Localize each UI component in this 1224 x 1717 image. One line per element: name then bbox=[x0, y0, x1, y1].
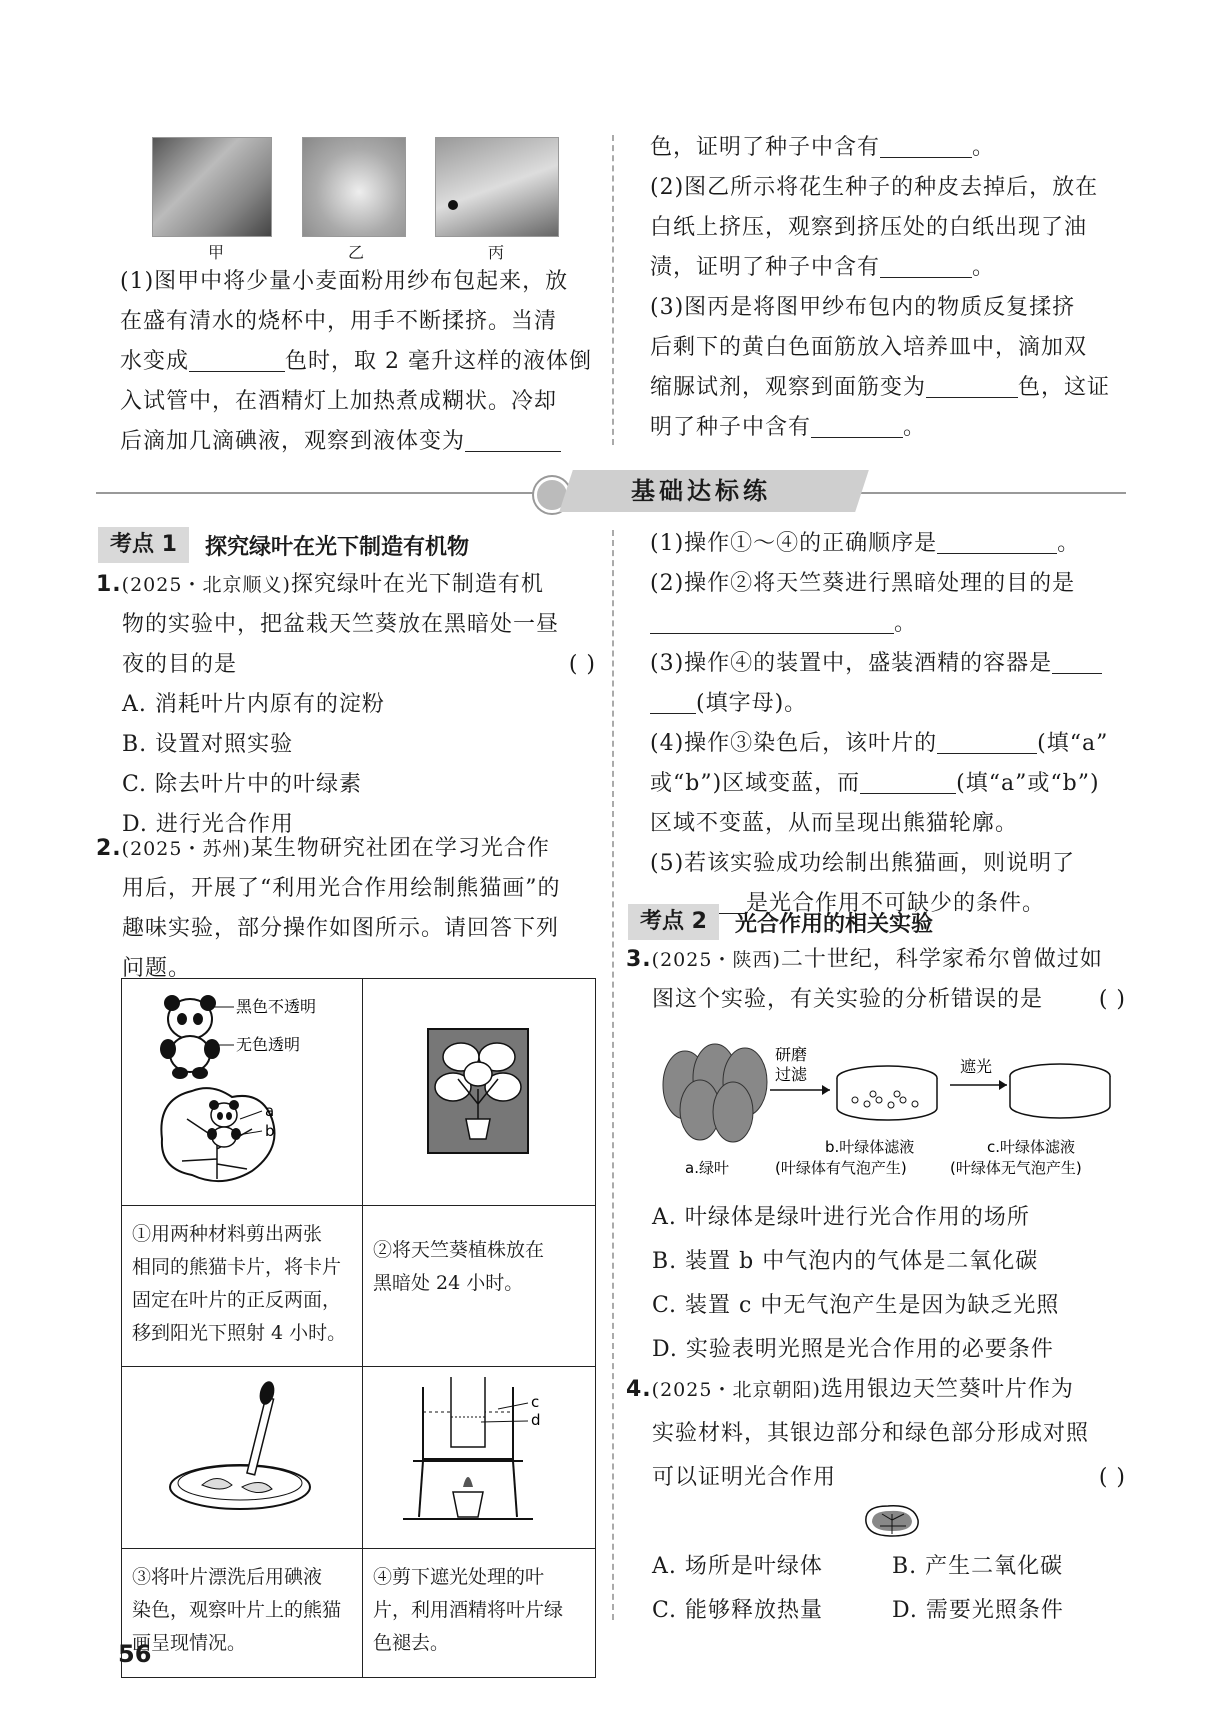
step-3-cell: ③将叶片漂洗后用碘液 染色，观察叶片上的熊猫 画呈现情况。 bbox=[122, 1549, 363, 1678]
variegated-leaf-icon bbox=[860, 1500, 924, 1540]
panda-card-figure-cell bbox=[122, 979, 363, 1206]
question-1: 1.(2025・北京顺义)探究绿叶在光下制造有机 物的实验中，把盆栽天竺葵放在黑暗处一昼 夜的目的是 ( ) A. 消耗叶片内原有的淀粉 B. 设置对照实验 C. 除去叶片中的叶绿素 D. 进行光合作用 bbox=[96, 565, 596, 845]
question-2-subparts: (1)操作①～④的正确顺序是 。 (2)操作②将天竺葵进行黑暗处理的目的是 。 (3)操作④的装置中，盛装酒精的容器是 (填字母)。 (4)操作③染色后，该叶片的 (填“a” 或“b”)区域变蓝，而 (填“a”或“b”) 区域不变蓝，从而呈现出熊猫轮廓。 (5)若该实验成功绘制出熊猫画，则说明了 是光合作用不可缺少的条件。 bbox=[650, 524, 1130, 924]
label-clear-transparent: 无色透明 bbox=[236, 1035, 301, 1054]
photo-jia bbox=[152, 137, 272, 237]
page-number: 56 bbox=[118, 1640, 152, 1668]
section-banner bbox=[96, 470, 1126, 516]
step-2-cell: ②将天竺葵植株放在 黑暗处 24 小时。 bbox=[363, 1206, 596, 1367]
answer-paren[interactable]: ( ) bbox=[1098, 1465, 1126, 1490]
caption-bing: 丙 bbox=[488, 243, 505, 262]
q4-option-a[interactable]: A. 场所是叶绿体 bbox=[652, 1554, 823, 1579]
label-shade: 遮光 bbox=[960, 1057, 993, 1076]
banner-title: 基础达标练 bbox=[631, 477, 771, 505]
photo-bing bbox=[435, 137, 559, 237]
column-divider bbox=[612, 135, 614, 445]
answer-blank[interactable] bbox=[650, 687, 696, 714]
q1-option-c[interactable]: C. 除去叶片中的叶绿素 bbox=[122, 772, 363, 797]
alcohol-bath-figure-cell bbox=[363, 1367, 596, 1549]
plant-in-dark-figure bbox=[363, 979, 593, 1194]
iodine-dropper-figure bbox=[122, 1367, 362, 1537]
photo-yi bbox=[302, 137, 406, 237]
q3-option-a[interactable]: A. 叶绿体是绿叶进行光合作用的场所 bbox=[652, 1205, 1030, 1230]
top-right-text: 色，证明了种子中含有 。 (2)图乙所示将花生种子的种皮去掉后，放在 白纸上挤压，观察到挤压处的白纸出现了油 渍，证明了种子中含有 。 (3)图丙是将图甲纱布包内的物质反复揉挤 后剩下的黄白色面筋放入培养皿中，滴加双 缩脲试剂，观察到面筋变为 色，这证 明了种子中含有 。 bbox=[650, 128, 1130, 448]
answer-blank[interactable] bbox=[860, 767, 956, 794]
step-1-cell: ①用两种材料剪出两张 相同的熊猫卡片，将卡片 固定在叶片的正反两面， 移到阳光下照射 4 小时。 bbox=[122, 1206, 363, 1367]
label-filter: 过滤 bbox=[775, 1065, 808, 1084]
label-d: d bbox=[531, 1411, 541, 1429]
question-4: 4.(2025・北京朝阳)选用银边天竺葵叶片作为 实验材料，其银边部分和绿色部分形成对照 可以证明光合作用 ( ) bbox=[626, 1368, 1126, 1500]
label-c-filtrate: c.叶绿体滤液 bbox=[987, 1138, 1076, 1156]
q3-option-b[interactable]: B. 装置 b 中气泡内的气体是二氧化碳 bbox=[652, 1249, 1039, 1274]
question-3-stem: 3.(2025・陕西)二十世纪，科学家希尔曾做过如 图这个实验，有关实验的分析错误的是 ( ) bbox=[626, 940, 1126, 1020]
label-c-no-bubbles: (叶绿体无气泡产生) bbox=[950, 1159, 1082, 1177]
q4-option-d[interactable]: D. 需要光照条件 bbox=[892, 1598, 1064, 1623]
q1-option-b[interactable]: B. 设置对照实验 bbox=[122, 732, 294, 757]
label-a: a bbox=[265, 1102, 275, 1120]
answer-blank[interactable] bbox=[926, 371, 1018, 398]
answer-blank[interactable] bbox=[1052, 647, 1102, 674]
panda-leaf-figure bbox=[122, 979, 362, 1194]
q4-option-b[interactable]: B. 产生二氧化碳 bbox=[892, 1554, 1064, 1579]
question-4-options bbox=[652, 1545, 1132, 1633]
label-green-leaf: a.绿叶 bbox=[685, 1159, 729, 1177]
step-4-cell: ④剪下遮光处理的叶 片，利用酒精将叶片绿 色褪去。 bbox=[363, 1549, 596, 1678]
kaodian-1-heading: 考点 1 探究绿叶在光下制造有机物 bbox=[98, 527, 469, 563]
answer-blank[interactable] bbox=[465, 425, 561, 452]
label-grind: 研磨 bbox=[775, 1045, 808, 1064]
iodine-dish-figure-cell bbox=[122, 1367, 363, 1549]
answer-blank[interactable] bbox=[650, 607, 894, 634]
column-divider bbox=[612, 530, 614, 1620]
answer-blank[interactable] bbox=[811, 411, 903, 438]
answer-blank[interactable] bbox=[189, 345, 285, 372]
water-bath-figure bbox=[363, 1367, 593, 1537]
caption-jia: 甲 bbox=[208, 243, 225, 262]
answer-paren[interactable]: ( ) bbox=[1098, 987, 1126, 1012]
hill-experiment-figure bbox=[655, 1030, 1125, 1190]
label-b-bubbles: (叶绿体有气泡产生) bbox=[775, 1159, 907, 1177]
answer-blank[interactable] bbox=[880, 251, 972, 278]
q3-option-c[interactable]: C. 装置 c 中无气泡产生是因为缺乏光照 bbox=[652, 1293, 1060, 1318]
answer-blank[interactable] bbox=[937, 527, 1057, 554]
label-b-filtrate: b.叶绿体滤液 bbox=[825, 1138, 915, 1156]
q1-option-a[interactable]: A. 消耗叶片内原有的淀粉 bbox=[122, 692, 385, 717]
answer-paren[interactable]: ( ) bbox=[568, 652, 596, 677]
q1-option-d[interactable]: D. 进行光合作用 bbox=[122, 812, 294, 837]
label-b: b bbox=[265, 1122, 275, 1140]
question-2-stem: 2.(2025・苏州)某生物研究社团在学习光合作 用后，开展了“利用光合作用绘制熊猫画”的 趣味实验，部分操作如图所示。请回答下列 问题。 bbox=[96, 836, 561, 981]
answer-blank[interactable] bbox=[880, 131, 972, 158]
label-c: c bbox=[531, 1393, 540, 1411]
kaodian-2-heading: 考点 2 光合作用的相关实验 bbox=[628, 904, 933, 940]
top-left-text: (1)图甲中将少量小麦面粉用纱布包起来，放 在盛有清水的烧杯中，用手不断揉挤。当清 水变成 色时，取 2 毫升这样的液体倒 入试管中，在酒精灯上加热煮成糊状。冷却 后滴加几滴碘液，观察到液体变为 bbox=[120, 269, 592, 454]
q3-option-d[interactable]: D. 实验表明光照是光合作用的必要条件 bbox=[652, 1337, 1054, 1362]
answer-blank[interactable] bbox=[937, 727, 1037, 754]
caption-yi: 乙 bbox=[348, 243, 365, 262]
q2-figure-table bbox=[121, 978, 596, 1678]
q4-option-c[interactable]: C. 能够释放热量 bbox=[652, 1598, 824, 1623]
label-black-opaque: 黑色不透明 bbox=[236, 997, 317, 1016]
question-3-options bbox=[652, 1196, 1132, 1372]
dark-plant-figure-cell bbox=[363, 979, 596, 1206]
